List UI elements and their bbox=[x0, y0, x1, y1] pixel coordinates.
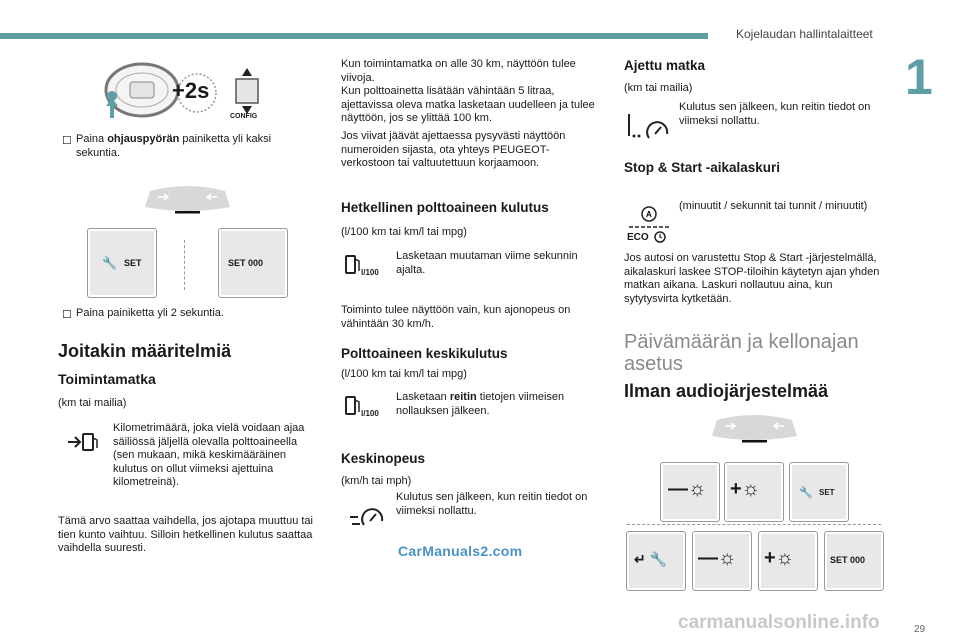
stop-start-unit: (minuutit / sekunnit tai tunnit / minuutit) bbox=[679, 200, 868, 212]
instruction-2: Paina painiketta yli 2 sekuntia. bbox=[76, 307, 224, 319]
instant-consumption-description: Lasketaan muutaman viime sekunnin ajalta. bbox=[396, 250, 578, 276]
stop-start-description: Jos autosi on varustettu Stop & Start -järjestelmällä, aikalaskuri laskee STOP-tiloihin käytetyn ajan yhden matkan aikana. Laskuri nollautuu aina, kun sytytysvirta kytketään. bbox=[624, 252, 880, 305]
reset-button-label: SET 000 bbox=[228, 258, 264, 268]
heading-average-consumption: Polttoaineen keskikulutus bbox=[341, 346, 508, 361]
fuel-pump-icon bbox=[344, 253, 362, 277]
brightness-up-icon: +☼ bbox=[764, 547, 795, 569]
average-speed-unit: (km/h tai mph) bbox=[341, 475, 412, 487]
distance-description: Kulutus sen jälkeen, kun reitin tiedot on viimeksi nollattu. bbox=[679, 101, 871, 127]
instant-consumption-note: Toiminto tulee näyttöön vain, kun ajonopeus on vähintään 30 km/h. bbox=[341, 304, 571, 330]
steering-wheel-illustration bbox=[100, 60, 180, 122]
range-note: Tämä arvo saattaa vaihdella, jos ajotapa muuttuu tai tien kunto vaihtuu. Silloin hetkellinen kulutus saattaa vaihdella suuresti. bbox=[58, 515, 313, 554]
two-seconds-label: +2s bbox=[172, 78, 210, 103]
watermark-footer[interactable]: carmanualsonline.info bbox=[678, 612, 880, 633]
set-button-label: SET bbox=[124, 258, 142, 268]
instrument-display-illustration bbox=[707, 412, 802, 450]
average-speed-description: Kulutus sen jälkeen, kun reitin tiedot on viimeksi nollattu. bbox=[396, 491, 588, 517]
fuel-range-icon bbox=[66, 430, 100, 456]
watermark-carmanuals[interactable]: CarManuals2.com bbox=[398, 543, 523, 559]
eco-label: ECO bbox=[627, 232, 649, 243]
instrument-display-illustration bbox=[140, 183, 235, 221]
heading-date-time-setting: Päivämäärän ja kellonajan asetus bbox=[624, 331, 859, 375]
page-number: 29 bbox=[914, 624, 926, 635]
stop-start-icon bbox=[627, 205, 671, 231]
l100-label: l/100 bbox=[361, 409, 379, 418]
brightness-down-icon: —☼ bbox=[698, 547, 737, 569]
section-title-definitions: Joitakin määritelmiä bbox=[58, 341, 232, 361]
heading-range: Toimintamatka bbox=[58, 371, 156, 387]
range-unit: (km tai mailia) bbox=[58, 397, 127, 409]
svg-text:A: A bbox=[646, 210, 652, 219]
set-button-label: SET bbox=[819, 488, 835, 497]
set-button[interactable] bbox=[87, 228, 157, 298]
speedometer-icon bbox=[348, 503, 384, 529]
chapter-number: 1 bbox=[905, 49, 933, 105]
heading-average-speed: Keskinopeus bbox=[341, 451, 426, 466]
heading-instant-consumption: Hetkellinen polttoaineen kulutus bbox=[341, 200, 549, 215]
l100-label: l/100 bbox=[361, 268, 379, 277]
timer-icon bbox=[653, 230, 667, 244]
instant-consumption-unit: (l/100 km tai km/l tai mpg) bbox=[341, 226, 467, 238]
instruction-1: Paina ohjauspyörän painiketta yli kaksi sekuntia. bbox=[76, 133, 272, 159]
heading-stop-start-timer: Stop & Start -aikalaskuri bbox=[624, 160, 781, 175]
distance-icon bbox=[627, 110, 673, 142]
fuel-pump-icon bbox=[344, 394, 362, 418]
average-consumption-description: Lasketaan reitin tietojen viimeisen nollauksen jälkeen. bbox=[396, 391, 565, 417]
distance-unit: (km tai mailia) bbox=[624, 82, 693, 94]
heading-distance-travelled: Ajettu matka bbox=[624, 58, 706, 73]
divider-line bbox=[627, 524, 881, 527]
range-description: Kilometrimäärä, joka vielä voidaan ajaa säiliössä jäljellä olevalla polttoaineella (sen mukaan, mikä keskimääräinen kulutus on ollut viimeksi ajettuina kilometreinä). bbox=[113, 422, 305, 488]
bullet-marker: ☐ bbox=[62, 309, 72, 321]
refuel-note: Kun polttoainetta lisätään vähintään 5 litraa, ajettavissa oleva matka lasketaan uudelleen ja tulee näyttöön, jos se ylittää 100 km. bbox=[341, 85, 595, 124]
heading-without-audio: Ilman audiojärjestelmää bbox=[624, 381, 829, 401]
brightness-up-icon: +☼ bbox=[730, 478, 761, 500]
reset-button-label: SET 000 bbox=[830, 555, 866, 565]
brightness-down-icon: —☼ bbox=[668, 478, 707, 500]
average-consumption-unit: (l/100 km tai km/l tai mpg) bbox=[341, 368, 467, 380]
wrench-icon: 🔧 bbox=[102, 256, 117, 270]
bullet-marker: ☐ bbox=[62, 135, 72, 147]
wrench-icon: 🔧 bbox=[799, 487, 813, 499]
back-icon: ↵ 🔧 bbox=[634, 551, 668, 567]
divider-line bbox=[184, 240, 189, 290]
config-label: CONFIG bbox=[230, 113, 258, 120]
header-bar bbox=[0, 33, 708, 39]
range-dashes-note: Kun toimintamatka on alle 30 km, näyttöön tulee viivoja. bbox=[341, 58, 576, 84]
chapter-title: Kojelaudan hallintalaitteet bbox=[736, 27, 873, 41]
contact-note: Jos viivat jäävät ajettaessa pysyvästi näyttöön numeroiden sijasta, ota yhteys PEUGEOT-verkostoon tai valtuutettuun korjaamoon. bbox=[341, 130, 566, 169]
